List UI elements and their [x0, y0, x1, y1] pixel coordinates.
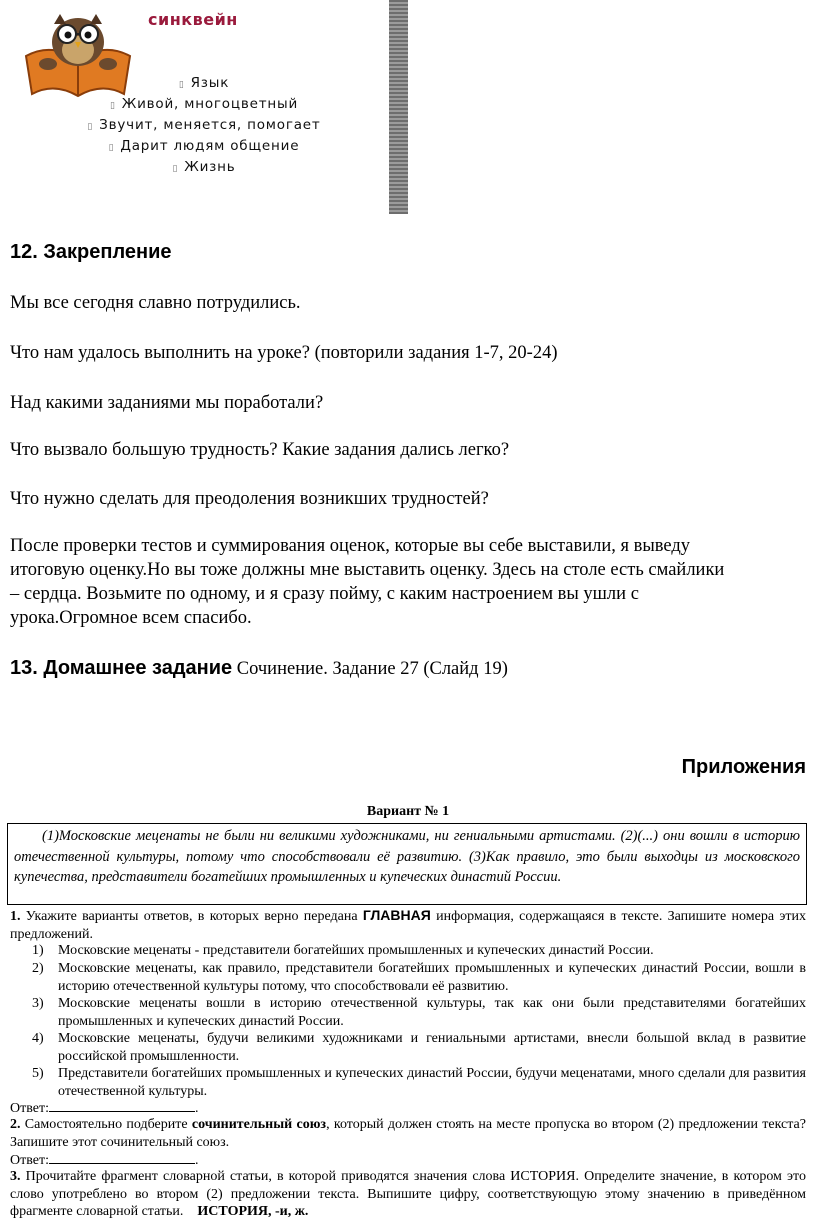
paragraph: Над какими заданиями мы поработали?	[10, 393, 324, 413]
appendix-heading: Приложения	[681, 756, 806, 778]
paragraph: Что вызвало большую трудность? Какие задания дались легко?	[10, 440, 510, 460]
passage-box: (1)Московские меценаты не были ни великими художниками, ни гениальными артистами. (2)(...) они вошли в историю отечественной культуры, потому что способствовали её развитию. (3)Как правило, это были выходцы из московского купечества, представители богатейших промышленных и купеческих династий России.	[7, 823, 807, 905]
paragraph: Мы все сегодня славно потрудились.	[10, 293, 301, 313]
section-13-heading: 13. Домашнее задание	[10, 657, 233, 679]
question-1: 1. Укажите варианты ответов, в которых верно передана ГЛАВНАЯ информация, содержащаяся в тексте. Запишите номера этих предложений.	[10, 907, 806, 942]
option: 3) Московские меценаты вошли в историю отечественной культуры, так как они были представителями богатейших промышленных и купеческих династий России.	[32, 996, 806, 1029]
bullet-icon: ▯	[108, 143, 115, 153]
homework-text: Сочинение. Задание 27 (Слайд 19)	[232, 659, 508, 679]
paragraph: Что нам удалось выполнить на уроке? (повторили задания 1-7, 20-24)	[10, 343, 558, 363]
synquain-slide	[0, 0, 408, 214]
closing-line: урока.Огромное всем спасибо.	[10, 608, 252, 628]
headword: ИСТОРИЯ, -и, ж.	[197, 1204, 309, 1219]
question-2: 2. Самостоятельно подберите сочинительный союз, который должен стоять на месте пропуска во втором (2) предложении текста? Запишите этот сочинительный союз.	[10, 1117, 806, 1150]
bullet-icon: ▯	[109, 101, 116, 111]
bullet-icon: ▯	[87, 122, 94, 132]
closing-line: После проверки тестов и суммирования оценок, которые вы себе выставили, я выведу	[10, 536, 691, 556]
question-3: 3. Прочитайте фрагмент словарной статьи, в которой приводятся значения слова ИСТОРИЯ. Определите значение, в котором это слово употреблено во втором (2) предложении текста. Выпишите цифру, соответствующую этому значению в приведённом фрагменте словарной статьи. ИСТОРИЯ, -и, ж.	[10, 1169, 806, 1219]
synquain-line: ▯ Дарит людям общение	[108, 138, 300, 154]
section-13	[10, 656, 508, 681]
synquain-line: ▯ Звучит, меняется, помогает	[87, 117, 321, 133]
answer-2-field[interactable]	[49, 1151, 195, 1164]
option: 1) Московские меценаты - представители богатейших промышленных и купеческих династий России.	[32, 943, 654, 958]
decorative-strip	[389, 0, 408, 214]
section-12-heading: 12. Закрепление	[10, 241, 172, 263]
variant-title: Вариант № 1	[366, 804, 450, 819]
option: 4) Московские меценаты, будучи великими художниками и гениальными артистами, внесли большой вклад в развитие российской промышленности.	[32, 1031, 806, 1064]
answer-1: Ответ: .	[10, 1101, 199, 1116]
synquain-line: ▯ Язык	[178, 75, 230, 91]
option: 5) Представители богатейших промышленных и купеческих династий России, будучи меценатами, много сделали для развития отечественной культуры.	[32, 1066, 806, 1099]
answer-1-field[interactable]	[49, 1099, 195, 1112]
option: 2) Московские меценаты, как правило, представители богатейших промышленных и купеческих династий России, вошли в историю отечественной культуры потому, что способствовали её развитию.	[32, 961, 806, 994]
bullet-icon: ▯	[172, 164, 179, 174]
synquain-line: ▯ Живой, многоцветный	[109, 96, 299, 112]
closing-line: итоговую оценку.Но вы тоже должны мне выставить оценку. Здесь на столе есть смайлики	[10, 560, 725, 580]
answer-2: Ответ: .	[10, 1153, 199, 1168]
paragraph: Что нужно сделать для преодоления возникших трудностей?	[10, 489, 489, 509]
slide-title: синквейн	[148, 10, 238, 29]
closing-line: – сердца. Возьмите по одному, и я сразу пойму, с каким настроением вы ушли с	[10, 584, 639, 604]
synquain-line: ▯ Жизнь	[172, 159, 236, 175]
bullet-icon: ▯	[178, 80, 185, 90]
